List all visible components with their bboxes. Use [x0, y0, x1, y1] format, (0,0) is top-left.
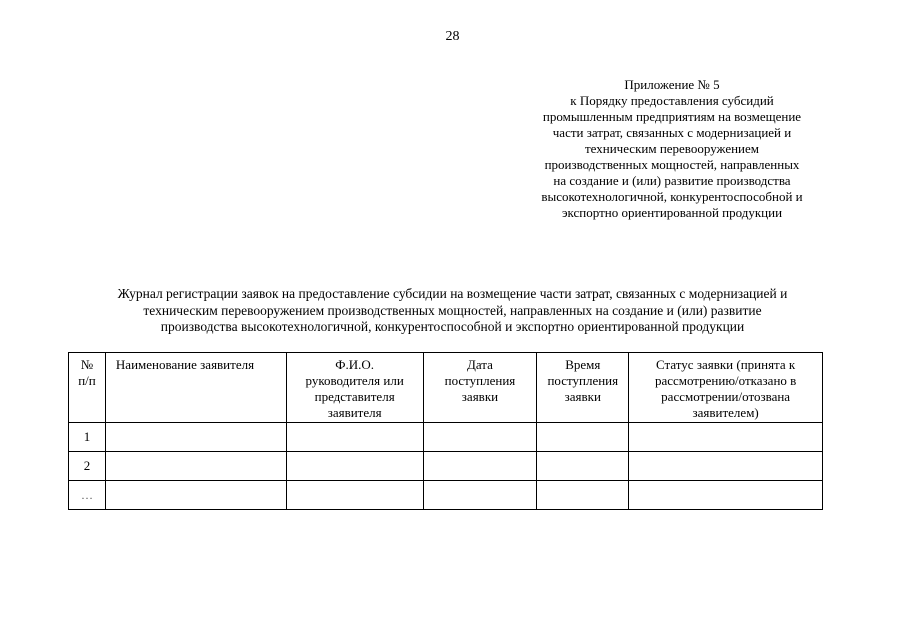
journal-title-line: техническим перевооружением производственных мощностей, направленных на создание и (или) развитие — [143, 302, 762, 318]
appendix-line: части затрат, связанных с модернизацией и — [552, 125, 792, 140]
received-date-cell — [423, 423, 537, 452]
applicant-name-cell — [105, 481, 286, 510]
received-time-cell — [537, 481, 629, 510]
applicant-name-cell — [105, 423, 286, 452]
journal-title — [40, 286, 865, 336]
appendix-line: экспортно ориентированной продукции — [561, 205, 783, 220]
row-number-cell: 2 — [69, 452, 106, 481]
header-applicant-name: Наименование заявителя — [105, 353, 286, 423]
representative-name-cell — [286, 481, 423, 510]
header-number: № п/п — [69, 353, 106, 423]
appendix-line: производственных мощностей, направленных — [544, 157, 800, 172]
appendix-line: высокотехнологичной, конкурентоспособной и — [541, 189, 803, 204]
journal-title-line: Журнал регистрации заявок на предоставление субсидии на возмещение части затрат, связанных с модернизацией и — [117, 286, 788, 301]
status-cell — [629, 452, 823, 481]
header-representative-name: Ф.И.О. руководителя или представителя заявителя — [286, 353, 423, 423]
appendix-line: на создание и (или) развитие производства — [553, 173, 791, 188]
appendix-line: Приложение № 5 — [624, 77, 720, 92]
table-row — [69, 481, 823, 510]
appendix-line: техническим перевооружением — [584, 141, 760, 156]
appendix-caption — [506, 77, 838, 221]
journal-title-line: производства высокотехнологичной, конкурентоспособной и экспортно ориентированной продукции — [160, 319, 745, 334]
received-date-cell — [423, 452, 537, 481]
row-number-cell: … — [69, 481, 106, 510]
appendix-line: к Порядку предоставления субсидий — [570, 93, 774, 108]
header-application-status: Статус заявки (принята к рассмотрению/отказано в рассмотрении/отозвана заявителем) — [629, 353, 823, 423]
page-number: 28 — [445, 29, 460, 44]
row-number-cell: 1 — [69, 423, 106, 452]
received-time-cell — [537, 423, 629, 452]
appendix-line: промышленным предприятиям на возмещение — [542, 109, 802, 124]
table-row — [69, 452, 823, 481]
registration-table — [68, 352, 823, 510]
status-cell — [629, 423, 823, 452]
status-cell — [629, 481, 823, 510]
header-received-date: Дата поступления заявки — [423, 353, 537, 423]
header-received-time: Время поступления заявки — [537, 353, 629, 423]
applicant-name-cell — [105, 452, 286, 481]
table-row — [69, 423, 823, 452]
received-date-cell — [423, 481, 537, 510]
representative-name-cell — [286, 423, 423, 452]
representative-name-cell — [286, 452, 423, 481]
received-time-cell — [537, 452, 629, 481]
table-header-row — [69, 353, 823, 423]
